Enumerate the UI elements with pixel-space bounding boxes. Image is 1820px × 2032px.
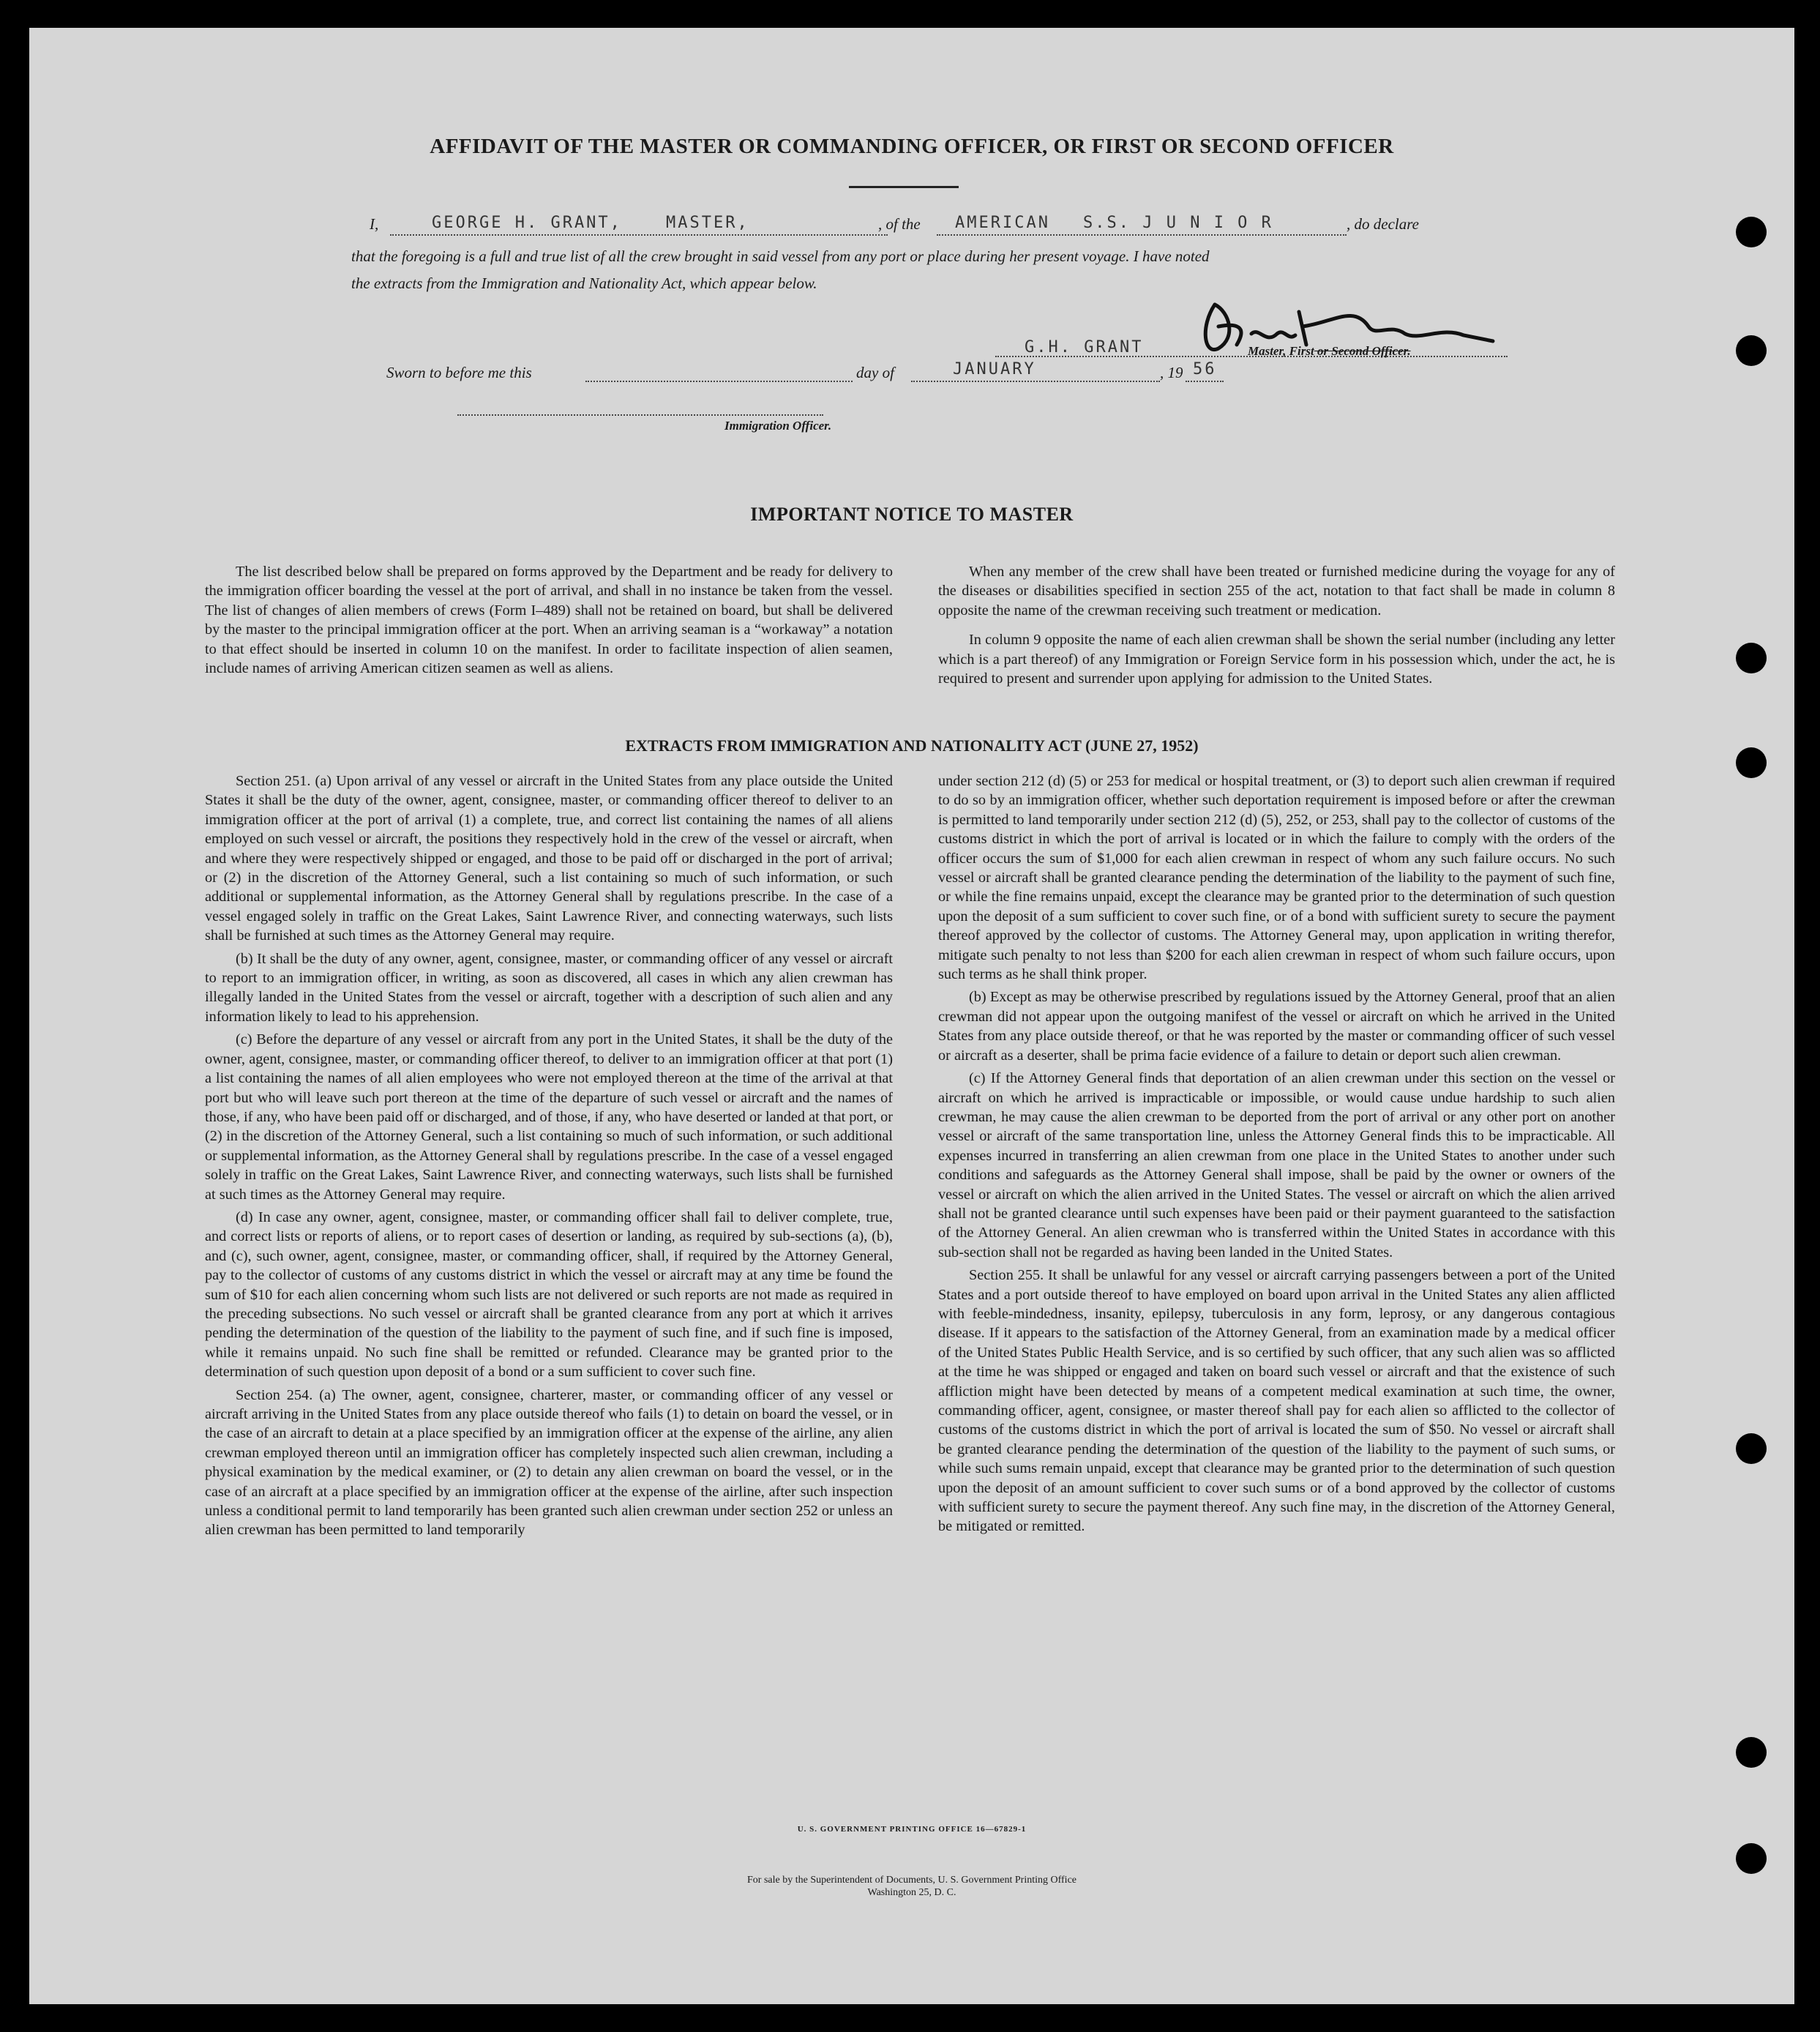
name-line — [390, 234, 888, 236]
section-254a: Section 254. (a) The owner, agent, consignee, charterer, master, or commanding officer of any vessel or aircraft arriving in the United States from any place outside thereof who fails (1) to detain on board the vessel, or in the case of an aircraft to detain at a place specified by an immigration officer at the expense of the airline, any alien crewman employed thereon until an immigration officer has completely inspected such alien crewman, including a physical examination by the medical examiner, or (2) to detain any alien crewman on board the vessel, or in the case of an aircraft at a place specified by an immigration officer at the expense of the airline, after such inspection unless a conditional permit to land temporarily has been granted such alien crewman under section 252 or unless an alien crewman has been permitted to land temporarily — [205, 1386, 893, 1539]
binder-hole — [1736, 335, 1767, 366]
vessel-line — [937, 234, 1347, 236]
binder-hole — [1736, 217, 1767, 247]
sale-line-2: Washington 25, D. C. — [867, 1887, 956, 1898]
do-declare-label: , do declare — [1347, 215, 1419, 233]
extracts-title: EXTRACTS FROM IMMIGRATION AND NATIONALITY ACT (JUNE 27, 1952) — [625, 736, 1199, 755]
signer-title-prefix: Master, First — [1248, 344, 1314, 358]
section-254b: (b) Except as may be otherwise prescribed by regulations issued by the Attorney General, proof that an alien crewman did not appear upon the outgoing manifest of the vessel or aircraft on which he arrived in the United States from any place outside thereof, or that he was reported by the master or commanding officer of such vessel or aircraft as a deserter, shall be prima facie evidence of a failure to detain or deport such alien crewman. — [938, 989, 1615, 1064]
signer-title-struck: or Second Officer. — [1314, 344, 1411, 358]
form-sheet — [29, 28, 1794, 2004]
statement-line-2: the extracts from the Immigration and Nationality Act, which appear below. — [351, 274, 817, 292]
section-251d: (d) In case any owner, agent, consignee, master, or commanding officer shall fail to deliver complete, true, and correct lists or reports of aliens, or to report cases of desertion or landing, as required by sub-sections (a), (b), and (c), such owner, agent, consignee, master, or commanding officer, shall, if required by the Attorney General, pay to the collector of customs of any customs district in which the vessel or aircraft may at any time be found the sum of $10 for each alien concerning whom such lists are not delivered or such reports are not made as required in the preceding subsections. No such vessel or aircraft shall be granted clearance from any port at which it arrives pending the determination of the question of the liability to the payment of such fine, and if such fine is imposed, while it remains unpaid. No such fine shall be remitted or refunded. Clearance may be granted prior to the determination of such question upon deposit of a bond or a sum sufficient to cover such fine. — [205, 1209, 893, 1381]
notice-left-column — [205, 562, 893, 681]
title-rule — [849, 186, 959, 188]
statement-line-1: that the foregoing is a full and true list of all the crew brought in said vessel from any port or place during her present voyage. I have noted — [351, 247, 1210, 265]
master-rank: MASTER, — [666, 214, 749, 232]
vessel-name: S.S. J U N I O R — [1083, 214, 1273, 232]
section-251b: (b) It shall be the duty of any owner, agent, consignee, master, or commanding officer of any vessel or aircraft to report to an immigration officer, in writing, as soon as discovered, all cases in which any alien crewman has illegally landed in the United States from the vessel or aircraft, together with a description of such alien and any information likely to lead to his apprehension. — [205, 950, 893, 1025]
sale-line-1: For sale by the Superintendent of Documents, U. S. Government Printing Office — [747, 1875, 1076, 1886]
sworn-label: Sworn to before me this — [386, 364, 532, 381]
sale-notice — [29, 1874, 1794, 1899]
immigration-officer-label: Immigration Officer. — [724, 419, 832, 433]
notice-right-text-2: In column 9 opposite the name of each alien crewman shall be shown the serial number (including any letter which is a part thereof) of any Immigration or Foreign Service form in his possession which, under the act, he is required to present and surrender upon applying for admission to the United States. — [938, 632, 1615, 687]
extracts-left-column — [205, 772, 893, 1544]
notice-left-text: The list described below shall be prepared on forms approved by the Department and be ready for delivery to the immigration officer boarding the vessel at the port of arrival, and shall in no instance be taken from the vessel. The list of changes of alien members of crews (Form I–489) shall not be retained on board, but shall be delivered by the master to the principal immigration officer at the port. When an arriving seaman is a “workaway” a notation to that effect should be inserted in column 10 on the manifest. In order to facilitate inspection of alien seamen, include names of arriving American citizen seamen as well as aliens. — [205, 564, 893, 677]
binder-hole — [1736, 643, 1767, 673]
master-name: GEORGE H. GRANT, — [432, 214, 622, 232]
extracts-right-column — [938, 772, 1615, 1540]
section-254a-continued: under section 212 (d) (5) or 253 for medical or hospital treatment, or (3) to deport such alien crewman if required to do so by an immigration officer, whether such deportation requirement is imposed before or after the crewman is permitted to land temporarily under section 212 (d) (5), 252, or 253, shall pay to the collector of customs of the customs district in which the port of arrival is located or in which the failure to comply with the orders of the officer occurs the sum of $1,000 for each alien crewman in respect of whom any such failure occurs. No such vessel or aircraft shall be granted clearance pending the determination of the liability to the payment of such fine, or while the fine remains unpaid, except the clearance may be granted prior to the determination of such question upon the deposit of a sum sufficient to cover such fine, or of a bond with sufficient surety to secure the payment thereof approved by the collector of customs. The Attorney General may, upon application in writing therefor, mitigate such penalty to not less than $200 for each alien crewman in respect of whom such failure occurs, upon such terms as he shall think proper. — [938, 773, 1615, 983]
section-251c: (c) Before the departure of any vessel or aircraft from any port in the United States, it shall be the duty of the owner, agent, consignee, master, or commanding officer thereof, to deliver to an immigration officer at that port (1) a list containing the names of all alien employees who were not employed thereon at the time of the arrival at that port but who will leave such port thereon at the time of the departure of such vessel or aircraft and the names of those, if any, who have been paid off or discharged, and of those, if any, who have deserted or landed at that port, or (2) in the discretion of the Attorney General, such a list containing so much of such information, or such additional or supplemental information, as the Attorney General shall by regulations prescribe. In the case of a vessel engaged solely in traffic on the Great Lakes, Saint Lawrence River, and connecting waterways, such lists shall be furnished at such times as the Attorney General may require. — [205, 1031, 893, 1203]
binder-hole — [1736, 747, 1767, 778]
section-251a: Section 251. (a) Upon arrival of any vessel or aircraft in the United States from any place outside the United States it shall be the duty of the owner, agent, consignee, master, or commanding officer thereof to deliver to an immigration officer at the port of arrival (1) a complete, true, and correct list containing the names of all aliens employed on such vessel or aircraft, the positions they respectively hold in the crew of the vessel or aircraft, when and where they were respectively shipped or engaged, and those to be paid off or discharged in the port of arrival; or (2) in the discretion of the Attorney General, such a list containing so much of such information, or such additional or supplemental information, as the Attorney General shall by regulations prescribe. In the case of a vessel engaged solely in traffic on the Great Lakes, Saint Lawrence River, and connecting waterways, such lists shall be furnished at such times as the Attorney General may require. — [205, 773, 893, 944]
binder-hole — [1736, 1433, 1767, 1464]
day-of-label: day of — [856, 364, 894, 381]
i-label: I, — [370, 215, 379, 233]
year-prefix: , 19 — [1160, 364, 1183, 381]
section-254c: (c) If the Attorney General finds that deportation of an alien crewman under this section on the vessel or aircraft on which he arrived is impracticable or impossible, or would cause undue hardship to such alien crewman, he may cause the alien crewman to be deported from the port of arrival or any other port on another vessel or aircraft of the same transportation line, unless the Attorney General finds this to be impracticable. All expenses incurred in transferring an alien crewman from one place in the United States to another under such conditions and safeguards as the Attorney General shall impose, shall be paid by the owner or owners of the vessel or aircraft on which the alien arrived in the United States. The vessel or aircraft on which the alien arrived shall not be granted clearance until such expenses have been paid or their payment guaranteed to the satisfaction of the Attorney General. An alien crewman who is transferred within the United States in accordance with this sub-section shall not be regarded as having been landed in the United States. — [938, 1070, 1615, 1260]
of-the-label: , of the — [878, 215, 921, 233]
notice-right-column — [938, 562, 1615, 692]
notice-title: IMPORTANT NOTICE TO MASTER — [750, 504, 1074, 525]
binder-hole — [1736, 1737, 1767, 1768]
month-line — [911, 381, 1160, 382]
sworn-day-line — [585, 381, 853, 382]
vessel-nationality: AMERICAN — [955, 214, 1050, 232]
affidavit-title: AFFIDAVIT OF THE MASTER OR COMMANDING OFFICER, OR FIRST OR SECOND OFFICER — [430, 135, 1394, 158]
signer-title — [1248, 344, 1411, 359]
sworn-year: 56 — [1193, 360, 1217, 378]
section-255: Section 255. It shall be unlawful for any vessel or aircraft carrying passengers between a port of the United States and a port outside thereof to have employed on board upon arrival in the United States any alien afflicted with feeble-mindedness, insanity, epilepsy, tuberculosis in any form, leprosy, or any dangerous contagious disease. If it appears to the satisfaction of the Attorney General, from an examination made by a medical officer of the United States Public Health Service, and is so certified by such officer, that any such alien was so afflicted at the time he was shipped or engaged and taken on board such vessel or aircraft and that the existence of such affliction might have been detected by means of a competent medical examination at such time, the owner, commanding officer, agent, consignee, or master thereof shall pay for each alien so afflicted to the collector of customs of the customs district in which the port of arrival is located the sum of $50. No vessel or aircraft shall be granted clearance pending the determination of the question of the liability to the payment of such sums, or while such sums remain unpaid, except that clearance may be granted prior to the determination of such question upon the deposit of an amount sufficient to cover such sums or of a bond approved by the collector of customs with sufficient surety to secure the payment thereof. Any such fine may, in the discretion of the Attorney General, be mitigated or remitted. — [938, 1267, 1615, 1535]
notice-right-text-1: When any member of the crew shall have been treated or furnished medicine during the voyage for any of the diseases or disabilities specified in section 255 of the act, notation to that fact shall be made in column 8 opposite the name of the crewman receiving such treatment or medication. — [938, 564, 1615, 619]
binder-hole — [1736, 1843, 1767, 1874]
gpo-imprint: U. S. GOVERNMENT PRINTING OFFICE 16—67829-1 — [797, 1825, 1027, 1834]
sworn-month: JANUARY — [953, 360, 1036, 378]
signer-typed-name: G.H. GRANT — [1025, 338, 1144, 356]
year-line — [1186, 381, 1224, 382]
immigration-officer-line — [457, 414, 823, 416]
